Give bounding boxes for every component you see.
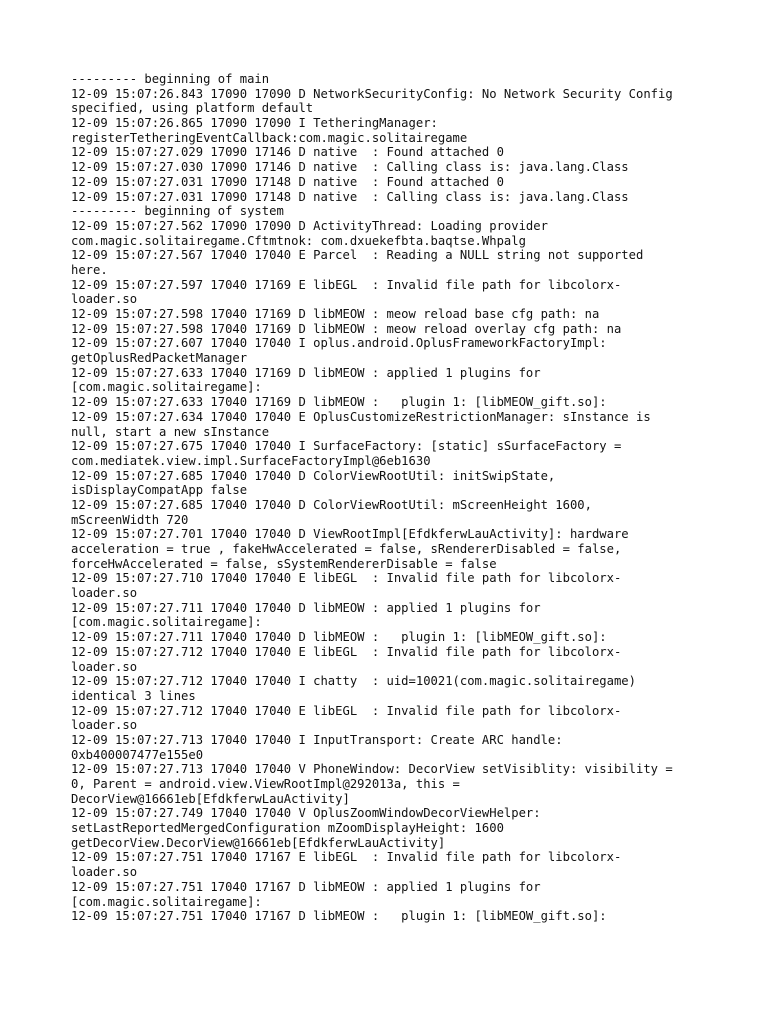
- log-line: loader.so: [71, 718, 138, 733]
- log-line: 12-09 15:07:27.711 17040 17040 D libMEOW : applied 1 plugins for: [71, 600, 541, 615]
- log-line: [com.magic.solitairegame]:: [71, 380, 262, 395]
- log-line: com.magic.solitairegame.Cftmtnok: com.dxuekefbta.baqtse.Whpalg: [71, 233, 526, 248]
- log-line: [com.magic.solitairegame]:: [71, 615, 262, 630]
- log-line: loader.so: [71, 865, 138, 880]
- log-line: mScreenWidth 720: [71, 512, 189, 527]
- log-line: 12-09 15:07:27.031 17090 17148 D native : Found attached 0: [71, 174, 504, 189]
- log-line: 12-09 15:07:27.710 17040 17040 E libEGL : Invalid file path for libcolorx-: [71, 571, 622, 586]
- log-line: 12-09 15:07:27.713 17040 17040 I InputTransport: Create ARC handle:: [71, 732, 563, 747]
- log-line: 12-09 15:07:27.598 17040 17169 D libMEOW : meow reload base cfg path: na: [71, 307, 600, 321]
- log-line: DecorView@16661eb[EfdkferwLauActivity]: [71, 791, 350, 806]
- log-line: com.mediatek.view.impl.SurfaceFactoryImpl@6eb1630: [71, 453, 431, 468]
- log-line: 12-09 15:07:27.701 17040 17040 D ViewRootImpl[EfdkferwLauActivity]: hardware: [71, 527, 629, 542]
- log-line: 12-09 15:07:27.685 17040 17040 D ColorViewRootUtil: mScreenHeight 1600,: [71, 497, 592, 512]
- log-line: loader.so: [71, 292, 138, 307]
- log-line: 12-09 15:07:27.633 17040 17169 D libMEOW : plugin 1: [libMEOW_gift.so]:: [71, 395, 607, 410]
- log-line: loader.so: [71, 586, 138, 601]
- log-line: 12-09 15:07:26.843 17090 17090 D NetworkSecurityConfig: No Network Security Config: [71, 86, 673, 101]
- log-line: loader.so: [71, 659, 138, 674]
- log-line: 12-09 15:07:27.712 17040 17040 E libEGL : Invalid file path for libcolorx-: [71, 644, 622, 659]
- log-line: forceHwAccelerated = false, sSystemRendererDisable = false: [71, 556, 497, 571]
- log-line: 12-09 15:07:27.597 17040 17169 E libEGL : Invalid file path for libcolorx-: [71, 277, 622, 292]
- log-line: identical 3 lines: [71, 688, 196, 703]
- log-line: 12-09 15:07:27.634 17040 17040 E OplusCustomizeRestrictionManager: sInstance is: [71, 409, 651, 424]
- log-line: 12-09 15:07:27.675 17040 17040 I SurfaceFactory: [static] sSurfaceFactory =: [71, 439, 622, 454]
- log-line: 12-09 15:07:27.685 17040 17040 D ColorViewRootUtil: initSwipState,: [71, 468, 556, 483]
- log-line: registerTetheringEventCallback:com.magic.solitairegame: [71, 130, 468, 145]
- log-line: 12-09 15:07:27.030 17090 17146 D native : Calling class is: java.lang.Class: [71, 160, 629, 175]
- log-line: 12-09 15:07:27.712 17040 17040 I chatty : uid=10021(com.magic.solitairegame): [71, 674, 636, 689]
- log-line: null, start a new sInstance: [71, 424, 270, 439]
- log-line: [com.magic.solitairegame]:: [71, 894, 262, 909]
- log-line: 0, Parent = android.view.ViewRootImpl@292013a, this =: [71, 777, 460, 791]
- log-line: setLastReportedMergedConfiguration mZoomDisplayHeight: 1600: [71, 821, 504, 836]
- log-line: 12-09 15:07:27.751 17040 17167 D libMEOW : plugin 1: [libMEOW_gift.so]:: [71, 909, 607, 924]
- log-line: isDisplayCompatApp false: [71, 483, 248, 498]
- log-line: here.: [71, 262, 108, 277]
- log-line: 12-09 15:07:26.865 17090 17090 I TetheringManager:: [71, 116, 438, 131]
- log-line: 12-09 15:07:27.029 17090 17146 D native : Found attached 0: [71, 145, 504, 160]
- log-line: acceleration = true , fakeHwAccelerated = false, sRendererDisabled = false,: [71, 542, 622, 556]
- log-line: 12-09 15:07:27.031 17090 17148 D native : Calling class is: java.lang.Class: [71, 189, 629, 204]
- log-line: 12-09 15:07:27.713 17040 17040 V PhoneWindow: DecorView setVisiblity: visibility =: [71, 762, 673, 777]
- log-line: --------- beginning of main: [71, 72, 270, 86]
- log-line: 12-09 15:07:27.598 17040 17169 D libMEOW : meow reload overlay cfg path: na: [71, 321, 622, 336]
- log-line: 12-09 15:07:27.711 17040 17040 D libMEOW : plugin 1: [libMEOW_gift.so]:: [71, 630, 607, 645]
- log-line: 12-09 15:07:27.751 17040 17167 D libMEOW : applied 1 plugins for: [71, 879, 541, 894]
- log-line: 12-09 15:07:27.712 17040 17040 E libEGL : Invalid file path for libcolorx-: [71, 703, 622, 718]
- log-line: getDecorView.DecorView@16661eb[EfdkferwLauActivity]: [71, 835, 446, 850]
- log-line: 12-09 15:07:27.562 17090 17090 D ActivityThread: Loading provider: [71, 218, 548, 233]
- log-line: 12-09 15:07:27.567 17040 17040 E Parcel : Reading a NULL string not supported: [71, 248, 644, 263]
- log-line: 12-09 15:07:27.633 17040 17169 D libMEOW : applied 1 plugins for: [71, 365, 541, 380]
- log-line: specified, using platform default: [71, 101, 314, 116]
- log-line: 12-09 15:07:27.607 17040 17040 I oplus.android.OplusFrameworkFactoryImpl:: [71, 336, 607, 351]
- log-line: getOplusRedPacketManager: [71, 351, 248, 366]
- log-line: --------- beginning of system: [71, 204, 284, 219]
- log-line: 12-09 15:07:27.749 17040 17040 V OplusZoomWindowDecorViewHelper:: [71, 806, 541, 821]
- log-text-block: [71, 72, 711, 924]
- log-line: 12-09 15:07:27.751 17040 17167 E libEGL : Invalid file path for libcolorx-: [71, 850, 622, 865]
- log-line: 0xb400007477e155e0: [71, 747, 204, 762]
